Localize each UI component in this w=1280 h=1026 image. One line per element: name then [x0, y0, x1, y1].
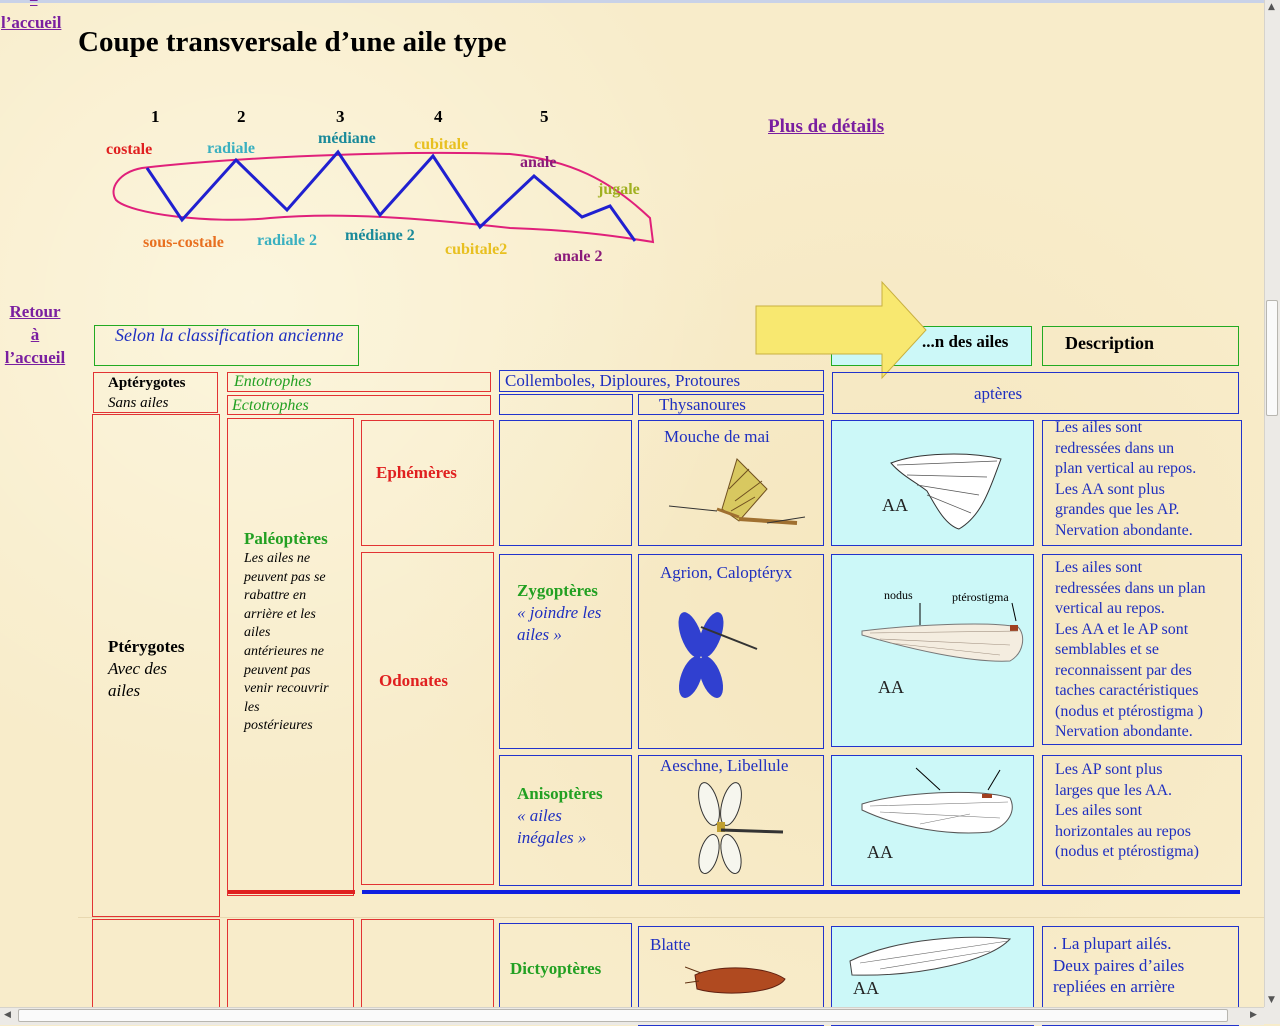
pterygotes-cell: [92, 414, 220, 917]
retour-link-line2[interactable]: à: [30, 325, 40, 344]
scroll-left-arrow-icon[interactable]: ◀: [4, 1010, 11, 1020]
anisopteres-line1: « ailes: [517, 806, 562, 825]
ephemeres-wing-aa: AA: [882, 495, 908, 515]
vein-number-1: 1: [151, 107, 160, 126]
ectotrophes-text: Ectotrophes: [232, 397, 309, 414]
odonates-cell: [361, 552, 494, 885]
description-line: Les ailes sont: [1055, 802, 1143, 819]
empty-cell-thysanoures-left: [499, 394, 633, 415]
vein-number-4: 4: [434, 107, 443, 126]
description-header-text: Description: [1065, 333, 1154, 353]
label-radiale-2: radiale 2: [257, 232, 317, 249]
apterygotes-sub: Sans ailes: [108, 395, 169, 411]
description-line: Nervation abondante.: [1055, 723, 1193, 740]
paleopteres-desc-line: Les ailes ne: [244, 551, 311, 566]
paleopteres-desc-line: les: [244, 699, 260, 715]
description-line: (nodus et ptérostigma ): [1055, 702, 1203, 720]
dictyopteres-wing-aa: AA: [853, 978, 879, 998]
zygopteres-name: Zygoptères: [517, 581, 598, 600]
description-line: plan vertical au repos.: [1055, 460, 1197, 477]
empty-suborder-cell: [499, 420, 632, 546]
description-line: Les ailes sont: [1055, 419, 1143, 436]
scroll-right-arrow-icon[interactable]: ▶: [1250, 1010, 1257, 1020]
label-cubitale-2: cubitale2: [445, 241, 508, 258]
apterygotes-name: Aptérygotes: [108, 375, 186, 391]
thysanoures-cell: [638, 394, 824, 415]
label-radiale: radiale: [207, 140, 255, 157]
bottom-col3-cell: [361, 919, 494, 1019]
retour-accueil-link[interactable]: [0, 302, 70, 368]
label-cubitale: cubitale: [414, 136, 469, 153]
cockroach-image: [685, 953, 795, 1013]
dragonfly-wing-image: [860, 762, 1040, 852]
description-line: (nodus et ptérostigma): [1055, 843, 1199, 860]
anisopteres-wing-cell: [831, 755, 1034, 886]
description-line: horizontales au repos: [1055, 822, 1191, 840]
apterygotes-cell: [93, 372, 218, 413]
paleopteres-desc-line: postérieures: [244, 718, 313, 734]
paleopteres-desc-line: antérieures ne: [244, 643, 324, 659]
aeschne-text: Aeschne, Libellule: [660, 756, 789, 775]
zygopteres-line1: « joindre les: [517, 603, 602, 622]
anisopteres-wing-aa: AA: [867, 842, 893, 862]
description-line: Les AA sont plus: [1055, 480, 1165, 498]
pterygotes-sub2: ailes: [108, 681, 141, 700]
blatte-text: Blatte: [650, 935, 691, 954]
thysanoures-text: Thysanoures: [659, 395, 746, 414]
entotrophes-cell: [227, 372, 491, 392]
paleopteres-desc-line: ailes: [244, 625, 271, 641]
damselfly-wing-image: [860, 601, 1040, 681]
wing-cross-section-diagram: [90, 100, 710, 270]
paleopteres-desc-line: venir recouvrir: [244, 681, 329, 697]
zygopteres-cell: [499, 554, 632, 749]
paleopteres-name: Paléoptères: [244, 529, 328, 548]
paleopteres-desc-line: arrière et les: [244, 606, 316, 622]
pterygotes-name: Ptérygotes: [108, 637, 185, 656]
pointer-arrow-icon: [754, 280, 934, 380]
label-anale: anale: [520, 154, 557, 171]
description-line: grandes que les AP.: [1055, 501, 1180, 518]
paleopteres-cell: [227, 418, 354, 896]
pterostigma-label: ptérostigma: [952, 590, 1009, 604]
label-mediane: médiane: [318, 130, 376, 147]
page-title: Coupe transversale d’une aile type: [78, 26, 507, 58]
description-line: reconnaissent par des: [1055, 661, 1192, 679]
description-line: Nervation abondante.: [1055, 521, 1193, 539]
scroll-up-arrow-icon[interactable]: ▲: [1268, 2, 1275, 12]
odonates-text: Odonates: [379, 671, 448, 690]
vein-number-3: 3: [336, 107, 345, 126]
zygopteres-description-cell: [1042, 554, 1242, 745]
description-header: [1042, 326, 1239, 366]
accueil-link-top[interactable]: l’accueil: [1, 13, 62, 32]
ephemeres-text: Ephémères: [376, 463, 457, 482]
wings-header-text: ...n des ailes: [922, 332, 1009, 351]
ephemeres-description-text: [1055, 418, 1196, 541]
ephemeres-cell: [361, 420, 494, 546]
agrion-cell: [638, 554, 824, 749]
window-top-border: [0, 0, 1264, 3]
zygopteres-wing-cell: [831, 554, 1034, 747]
dictyopteres-description-text: [1053, 933, 1184, 998]
zygopteres-line2: ailes »: [517, 625, 562, 644]
label-jugale: jugale: [598, 181, 640, 198]
mouche-de-mai-text: Mouche de mai: [664, 427, 770, 446]
description-line: Les AA et le AP sont: [1055, 620, 1189, 638]
vertical-scroll-thumb[interactable]: [1266, 300, 1278, 416]
label-sous-costale: sous-costale: [143, 234, 224, 251]
accueil-link-cut[interactable]: –: [30, 0, 38, 8]
label-costale: costale: [106, 141, 153, 158]
description-line: semblables et se: [1055, 641, 1159, 658]
pterygotes-sub1: Avec des: [108, 659, 167, 678]
ectotrophes-cell: [227, 395, 491, 415]
horizontal-scroll-thumb[interactable]: [18, 1009, 1228, 1022]
aeschne-cell: [638, 755, 824, 886]
scroll-down-arrow-icon[interactable]: ▼: [1268, 995, 1275, 1005]
description-line: larges que les AA.: [1055, 781, 1173, 799]
anisopteres-name: Anisoptères: [517, 784, 603, 803]
description-line: Deux paires d’ailes: [1053, 955, 1185, 975]
entotrophes-text: Entotrophes: [234, 373, 312, 390]
apteres-cell: [832, 372, 1239, 414]
ephemeres-wing-cell: [831, 420, 1034, 546]
vein-number-2: 2: [237, 107, 246, 126]
bottom-col2-cell: [227, 919, 354, 1019]
description-line: redressées dans un: [1055, 439, 1175, 457]
paleopteres-desc-line: peuvent pas se: [244, 569, 326, 585]
description-line: redressées dans un plan: [1055, 579, 1206, 597]
retour-link-line1[interactable]: Retour: [9, 302, 61, 321]
label-mediane-2: médiane 2: [345, 227, 415, 244]
apteres-text: aptères: [974, 384, 1023, 403]
zygopteres-wing-aa: AA: [878, 677, 904, 697]
anisopteres-cell: [499, 755, 632, 886]
mayfly-wing-image: [887, 435, 1007, 535]
dragonfly-image: [679, 782, 789, 882]
plus-de-details-link[interactable]: Plus de détails: [768, 116, 885, 137]
row-separator: [78, 917, 1264, 918]
ephemeres-description-cell: [1042, 420, 1242, 546]
zygopteres-description-text: [1055, 558, 1206, 743]
mouche-de-mai-cell: [638, 420, 824, 546]
collemboles-text: Collemboles, Diploures, Protoures: [505, 371, 741, 390]
nodus-label: nodus: [884, 588, 913, 602]
dictyopteres-text: Dictyoptères: [510, 959, 602, 978]
classification-header-text: Selon la classification ancienne: [115, 325, 344, 345]
retour-link-line3[interactable]: l’accueil: [4, 348, 66, 367]
label-anale-2: anale 2: [554, 248, 603, 265]
paleopteres-red-rule: [228, 890, 355, 894]
description-line: . La plupart ailés.: [1053, 934, 1172, 953]
vertical-scrollbar[interactable]: [1264, 0, 1280, 1007]
vein-number-5: 5: [540, 107, 549, 126]
description-line: repliées en arrière: [1053, 977, 1175, 996]
anisopteres-line2: inégales »: [517, 828, 587, 847]
damselfly-image: [669, 607, 759, 707]
odonates-blue-rule: [362, 890, 1240, 894]
bottom-col1-cell: [92, 919, 220, 1019]
anisopteres-description-text: [1055, 760, 1199, 863]
classification-header: [94, 325, 359, 366]
description-line: vertical au repos.: [1055, 600, 1165, 617]
scrollbar-corner: [1264, 1007, 1280, 1024]
agrion-text: Agrion, Caloptéryx: [660, 563, 793, 582]
anisopteres-description-cell: [1042, 755, 1242, 886]
description-line: Les ailes sont: [1055, 559, 1143, 576]
paleopteres-desc-line: rabattre en: [244, 588, 307, 604]
description-line: taches caractéristiques: [1055, 682, 1199, 699]
collemboles-cell: [499, 370, 824, 392]
description-line: Les AP sont plus: [1055, 761, 1163, 778]
paleopteres-desc-line: peuvent pas: [244, 662, 311, 678]
mayfly-image: [667, 449, 807, 539]
paleopteres-desc: [244, 550, 329, 736]
